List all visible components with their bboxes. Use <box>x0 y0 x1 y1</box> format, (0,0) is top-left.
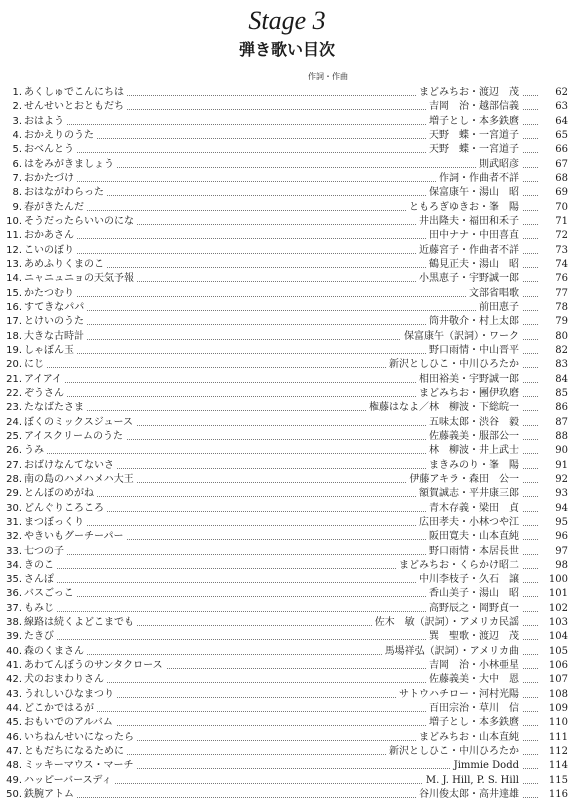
toc-entry[interactable] <box>0 673 574 687</box>
entry-title: 七つの子 <box>24 545 67 559</box>
entry-page: 115 <box>542 774 568 788</box>
entry-credit: 広田孝夫・小林つや江 <box>416 516 522 530</box>
entry-number: 45. <box>6 717 22 729</box>
toc-entry[interactable] <box>0 100 574 114</box>
entry-credit: 佐藤義美・服部公一 <box>426 430 522 444</box>
entry-page: 87 <box>542 416 568 430</box>
entry-credit: 馬場祥弘（訳詞）・アメリカ曲 <box>382 645 522 659</box>
toc-entry[interactable] <box>0 559 574 573</box>
entry-number: 16. <box>6 301 22 313</box>
entry-number: 13. <box>6 258 22 270</box>
entry-number: 46. <box>6 731 22 743</box>
toc-entry[interactable] <box>0 229 574 243</box>
entry-page: 68 <box>542 172 568 186</box>
entry-title: アイアイ <box>24 373 65 387</box>
entry-title: うれしいひなまつり <box>24 688 117 702</box>
entry-title: どこかではるが <box>24 702 97 716</box>
toc-entry[interactable] <box>0 301 574 315</box>
toc-entry[interactable] <box>0 201 574 215</box>
entry-title: 大きな古時計 <box>24 330 87 344</box>
entry-page: 82 <box>542 344 568 358</box>
toc-entry[interactable] <box>0 545 574 559</box>
entry-page: 100 <box>542 573 568 587</box>
toc-entry[interactable] <box>0 143 574 157</box>
entry-number: 1. <box>12 87 22 98</box>
entry-page: 112 <box>542 745 568 759</box>
entry-credit: 吉岡 治・越部信義 <box>426 100 522 114</box>
entry-title: きのこ <box>24 559 57 573</box>
entry-title: おかあさん <box>24 229 77 243</box>
entry-page: 95 <box>542 516 568 530</box>
entry-page: 62 <box>542 86 568 100</box>
entry-number: 32. <box>6 531 22 543</box>
toc-entry[interactable] <box>0 387 574 401</box>
entry-credit: サトウハチロー・河村光陽 <box>396 688 522 702</box>
entry-number: 8. <box>12 187 22 199</box>
entry-title: あめふりくまのこ <box>24 258 107 272</box>
entry-page: 63 <box>542 100 568 114</box>
entry-credit: まどみちお・團伊玖磨 <box>416 387 522 401</box>
entry-number: 23. <box>6 402 22 414</box>
entry-number: 35. <box>6 574 22 586</box>
entry-number: 7. <box>12 172 22 184</box>
entry-page: 97 <box>542 545 568 559</box>
entry-number: 38. <box>6 617 22 629</box>
entry-title: ハッピーバースディ <box>24 774 115 788</box>
entry-number: 37. <box>6 602 22 614</box>
entry-credit: 天野 蝶・一宮道子 <box>426 129 522 143</box>
toc-entry[interactable] <box>0 688 574 702</box>
entry-number: 27. <box>6 459 22 471</box>
entry-number: 25. <box>6 430 22 442</box>
toc-entry[interactable] <box>0 258 574 272</box>
entry-page: 103 <box>542 616 568 630</box>
entry-page: 116 <box>542 788 568 802</box>
entry-credit: 保富康午・湯山 昭 <box>426 186 522 200</box>
entry-title: おもいでのアルバム <box>24 716 116 730</box>
entry-title: どんぐりころころ <box>24 502 107 516</box>
entry-number: 33. <box>6 545 22 557</box>
entry-page: 84 <box>542 373 568 387</box>
toc-entry[interactable] <box>0 587 574 601</box>
toc-entry[interactable] <box>0 272 574 286</box>
entry-title: そうだったらいいのにな <box>24 215 137 229</box>
entry-credit: 青木存義・梁田 貞 <box>426 502 522 516</box>
entry-title: おかたづけ <box>24 172 77 186</box>
toc-entry[interactable] <box>0 573 574 587</box>
toc-entry[interactable] <box>0 759 574 773</box>
toc-entry[interactable] <box>0 659 574 673</box>
entry-title: 鉄腕アトム <box>24 788 77 802</box>
entry-credit: 近藤宮子・作曲者不詳 <box>416 244 522 258</box>
entry-page: 109 <box>542 702 568 716</box>
entry-credit: 相田裕美・宇野誠一郎 <box>416 373 522 387</box>
entry-number: 14. <box>6 273 22 285</box>
entry-credit: 野口雨情・本居長世 <box>426 545 522 559</box>
entry-credit: 田中ナナ・中田喜直 <box>426 229 522 243</box>
toc-entry[interactable] <box>0 344 574 358</box>
entry-number: 36. <box>6 588 22 600</box>
entry-number: 18. <box>6 330 22 342</box>
entry-title: 線路は続くよどこまでも <box>24 616 137 630</box>
toc-entry[interactable] <box>0 401 574 415</box>
entry-title: おばけなんてないさ <box>24 459 117 473</box>
entry-credit: 谷川俊太郎・高井達雄 <box>416 788 522 802</box>
entry-title: おはよう <box>24 115 67 129</box>
toc-entry[interactable] <box>0 115 574 129</box>
entry-page: 79 <box>542 315 568 329</box>
entry-number: 4. <box>12 129 22 141</box>
entry-title: とけいのうた <box>24 315 87 329</box>
entry-credit: 増子とし・本多鉄麿 <box>426 115 522 129</box>
entry-page: 108 <box>542 688 568 702</box>
entry-credit: 則武昭彦 <box>476 158 522 172</box>
entry-number: 50. <box>6 789 22 801</box>
entry-credit: 鶴見正夫・湯山 昭 <box>426 258 522 272</box>
entry-number: 11. <box>6 230 22 242</box>
dot-leader <box>24 310 538 311</box>
entry-page: 76 <box>542 272 568 286</box>
toc-entry[interactable] <box>0 416 574 430</box>
entry-title: せんせいとおともだち <box>24 100 127 114</box>
entry-page: 114 <box>542 759 568 773</box>
entry-page: 83 <box>542 358 568 372</box>
toc-entry[interactable] <box>0 158 574 172</box>
entry-credit: 文部省唱歌 <box>466 287 522 301</box>
entry-number: 40. <box>6 645 22 657</box>
entry-title: 春がきたんだ <box>24 201 87 215</box>
toc-entry[interactable] <box>0 444 574 458</box>
entry-page: 90 <box>542 444 568 458</box>
entry-number: 34. <box>6 559 22 571</box>
entry-credit: 伊藤アキラ・森田 公一 <box>406 473 522 487</box>
entry-credit: 吉岡 治・小林亜星 <box>426 659 522 673</box>
toc-entry[interactable] <box>0 315 574 329</box>
toc-entry[interactable] <box>0 186 574 200</box>
entry-number: 44. <box>6 703 22 715</box>
entry-credit: 野口雨情・中山晋平 <box>426 344 522 358</box>
stage-heading: Stage 3 <box>248 6 326 35</box>
entry-title: やきいもグーチーパー <box>24 530 127 544</box>
entry-number: 5. <box>12 144 22 156</box>
toc-entry[interactable] <box>0 702 574 716</box>
entry-number: 42. <box>6 674 22 686</box>
entry-number: 22. <box>6 387 22 399</box>
entry-credit: 天野 蝶・一宮道子 <box>426 143 522 157</box>
entry-page: 102 <box>542 602 568 616</box>
credit-column-header: 作詞・作曲 <box>308 72 348 81</box>
entry-credit: 前田恵子 <box>476 301 522 315</box>
table-of-contents <box>0 86 574 802</box>
entry-title: ニャニュニョの天気予報 <box>24 272 137 286</box>
entry-number: 48. <box>6 760 22 772</box>
page-title: 弾き歌い目次 <box>238 40 335 59</box>
entry-credit: 小黒恵子・宇野誠一郎 <box>416 272 522 286</box>
entry-credit: 佐木 敏（訳詞）・アメリカ民謡 <box>372 616 522 630</box>
entry-credit: ともろぎゆきお・峯 陽 <box>406 201 522 215</box>
entry-page: 71 <box>542 215 568 229</box>
entry-number: 26. <box>6 445 22 457</box>
entry-number: 12. <box>6 244 22 256</box>
entry-title: ぼくのミックスジュース <box>24 416 136 430</box>
entry-title: たきび <box>24 630 57 644</box>
toc-entry[interactable] <box>0 129 574 143</box>
entry-page: 70 <box>542 201 568 215</box>
entry-page: 98 <box>542 559 568 573</box>
entry-credit: 額賀誠志・平井康三郎 <box>416 487 522 501</box>
toc-entry[interactable] <box>0 358 574 372</box>
entry-credit: 権藤はなよ／林 柳波・下総皖一 <box>366 401 522 415</box>
entry-number: 43. <box>6 688 22 700</box>
toc-entry[interactable] <box>0 774 574 788</box>
entry-credit: 高野辰之・岡野貞一 <box>426 602 522 616</box>
entry-page: 69 <box>542 186 568 200</box>
entry-credit: 筒井敬介・村上太郎 <box>426 315 522 329</box>
entry-page: 77 <box>542 287 568 301</box>
toc-entry[interactable] <box>0 487 574 501</box>
entry-title: はをみがきましょう <box>24 158 117 172</box>
entry-title: いちねんせいになったら <box>24 731 137 745</box>
entry-title: こいのぼり <box>24 244 77 258</box>
entry-credit: 五味太郎・渋谷 毅 <box>426 416 522 430</box>
entry-page: 85 <box>542 387 568 401</box>
entry-title: あくしゅでこんにちは <box>24 86 127 100</box>
toc-entry[interactable] <box>0 459 574 473</box>
entry-page: 107 <box>542 673 568 687</box>
entry-title: すてきなパパ <box>24 301 87 315</box>
entry-credit: 巽 聖歌・渡辺 茂 <box>426 630 522 644</box>
toc-entry[interactable] <box>0 430 574 444</box>
entry-page: 105 <box>542 645 568 659</box>
entry-credit: まどみちお・くらかけ昭二 <box>396 559 522 573</box>
entry-title: うみ <box>24 444 47 458</box>
entry-page: 96 <box>542 530 568 544</box>
entry-number: 10. <box>6 215 22 227</box>
entry-title: ともだちになるために <box>24 745 127 759</box>
entry-title: 犬のおまわりさん <box>24 673 107 687</box>
entry-title: にじ <box>24 358 47 372</box>
entry-page: 104 <box>542 630 568 644</box>
entry-number: 49. <box>6 774 22 786</box>
entry-credit: 井出隆夫・福田和禾子 <box>416 215 522 229</box>
entry-number: 29. <box>6 488 22 500</box>
entry-page: 66 <box>542 143 568 157</box>
toc-entry[interactable] <box>0 215 574 229</box>
entry-number: 39. <box>6 631 22 643</box>
entry-title: アイスクリームのうた <box>24 430 126 444</box>
entry-credit: 新沢としひこ・中川ひろたか <box>386 358 522 372</box>
entry-credit: Jimmie Dodd <box>451 759 522 773</box>
entry-credit: 新沢としひこ・中川ひろたか <box>386 745 522 759</box>
entry-title: おかえりのうた <box>24 129 97 143</box>
toc-entry[interactable] <box>0 616 574 630</box>
entry-title: 南の島のハメハメハ大王 <box>24 473 137 487</box>
entry-number: 31. <box>6 516 22 528</box>
toc-entry[interactable] <box>0 502 574 516</box>
toc-entry[interactable] <box>0 330 574 344</box>
entry-page: 92 <box>542 473 568 487</box>
entry-title: おべんとう <box>24 143 77 157</box>
entry-page: 65 <box>542 129 568 143</box>
toc-entry[interactable] <box>0 244 574 258</box>
entry-page: 67 <box>542 158 568 172</box>
entry-number: 17. <box>6 316 22 328</box>
toc-entry[interactable] <box>0 287 574 301</box>
entry-page: 64 <box>542 115 568 129</box>
entry-number: 24. <box>6 416 22 428</box>
entry-title: おはながわらった <box>24 186 107 200</box>
entry-credit: まどみちお・渡辺 茂 <box>416 86 522 100</box>
toc-entry[interactable] <box>0 86 574 100</box>
entry-title: たなばたさま <box>24 401 87 415</box>
entry-number: 47. <box>6 746 22 758</box>
entry-page: 101 <box>542 587 568 601</box>
entry-page: 86 <box>542 401 568 415</box>
entry-page: 111 <box>542 731 568 745</box>
entry-page: 110 <box>542 716 568 730</box>
entry-number: 2. <box>12 101 22 113</box>
entry-number: 21. <box>6 373 22 385</box>
entry-page: 73 <box>542 244 568 258</box>
entry-page: 78 <box>542 301 568 315</box>
entry-title: ぞうさん <box>24 387 67 401</box>
toc-entry[interactable] <box>0 745 574 759</box>
entry-page: 88 <box>542 430 568 444</box>
entry-number: 30. <box>6 502 22 514</box>
toc-entry[interactable] <box>0 530 574 544</box>
entry-title: あわてんぼうのサンタクロース <box>24 659 166 673</box>
entry-number: 41. <box>6 660 22 672</box>
entry-number: 6. <box>12 158 22 170</box>
entry-credit: 作詞・作曲者不詳 <box>436 172 522 186</box>
entry-credit: 中川李枝子・久石 譲 <box>416 573 522 587</box>
entry-title: とんぼのめがね <box>24 487 97 501</box>
entry-title: まつぼっくり <box>24 516 87 530</box>
dot-leader <box>24 296 538 297</box>
entry-page: 94 <box>542 502 568 516</box>
entry-number: 3. <box>12 115 22 127</box>
entry-page: 74 <box>542 258 568 272</box>
toc-entry[interactable] <box>0 516 574 530</box>
entry-title: 森のくまさん <box>24 645 87 659</box>
entry-number: 19. <box>6 344 22 356</box>
entry-title: しゃぼん玉 <box>24 344 77 358</box>
entry-credit: 百田宗治・草川 信 <box>426 702 522 716</box>
entry-credit: 阪田寛夫・山本直純 <box>426 530 522 544</box>
entry-title: もみじ <box>24 602 57 616</box>
entry-number: 9. <box>12 201 22 213</box>
entry-credit: まどみちお・山本直純 <box>416 731 522 745</box>
toc-entry[interactable] <box>0 731 574 745</box>
entry-number: 20. <box>6 359 22 371</box>
toc-entry[interactable] <box>0 373 574 387</box>
entry-page: 72 <box>542 229 568 243</box>
entry-credit: まきみのり・峯 陽 <box>426 459 522 473</box>
entry-credit: 林 柳波・井上武士 <box>426 444 522 458</box>
entry-page: 106 <box>542 659 568 673</box>
entry-credit: 保富康午（訳詞）・ワーク <box>401 330 522 344</box>
toc-entry[interactable] <box>0 645 574 659</box>
entry-page: 80 <box>542 330 568 344</box>
entry-title: かたつむり <box>24 287 77 301</box>
toc-entry[interactable] <box>0 473 574 487</box>
entry-number: 15. <box>6 287 22 299</box>
entry-title: バスごっこ <box>24 587 77 601</box>
entry-number: 28. <box>6 473 22 485</box>
toc-entry[interactable] <box>0 172 574 186</box>
entry-page: 93 <box>542 487 568 501</box>
entry-credit: 増子とし・本多鉄麿 <box>426 716 522 730</box>
entry-title: さんぽ <box>24 573 57 587</box>
entry-page: 91 <box>542 459 568 473</box>
entry-credit: M. J. Hill, P. S. Hill <box>423 774 522 788</box>
entry-title: ミッキーマウス・マーチ <box>24 759 137 773</box>
toc-entry[interactable] <box>0 716 574 730</box>
toc-entry[interactable] <box>0 602 574 616</box>
toc-entry[interactable] <box>0 630 574 644</box>
entry-credit: 佐藤義美・大中 恩 <box>426 673 522 687</box>
entry-credit: 香山美子・湯山 昭 <box>426 587 522 601</box>
